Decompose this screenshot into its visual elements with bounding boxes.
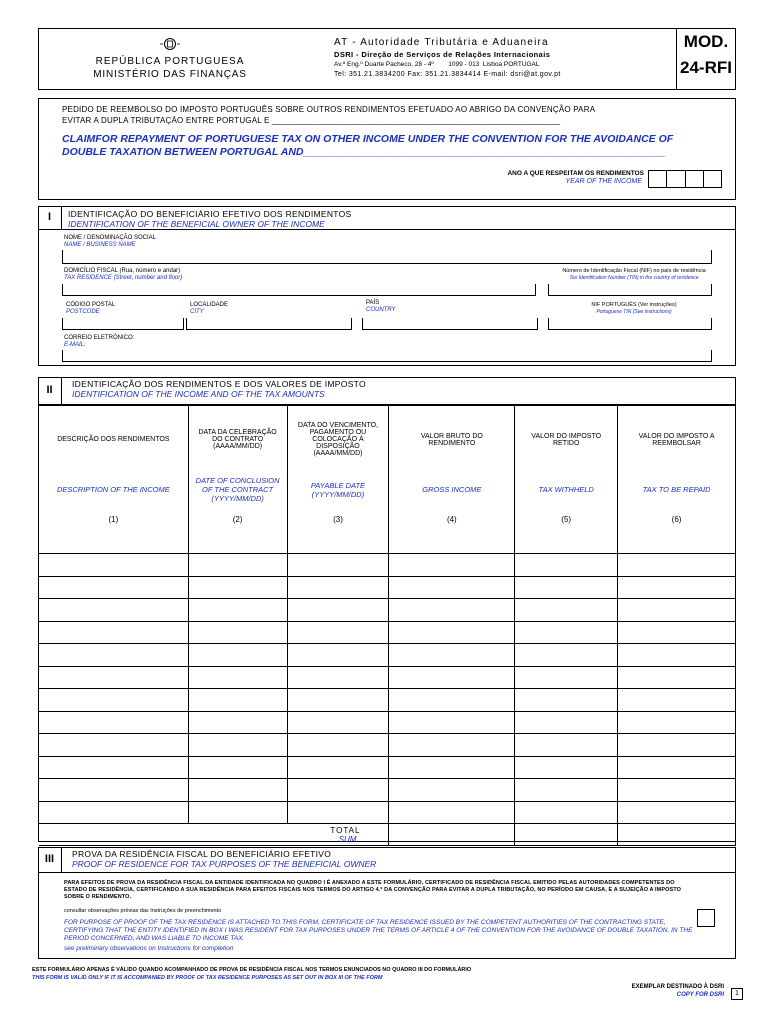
table-row[interactable]	[39, 554, 736, 577]
ministry-label: MINISTÉRIO DAS FINANÇAS	[93, 69, 247, 80]
col6-num: (6)	[671, 514, 682, 524]
coat-of-arms-emblem	[158, 36, 182, 52]
section-1-title-en: IDENTIFICATION OF THE BENEFICIAL OWNER OF THE INCOME	[68, 219, 325, 229]
total-label-cell	[39, 824, 389, 846]
total-tax-withheld[interactable]	[515, 824, 618, 846]
model-number-line1: MOD.	[683, 32, 729, 51]
section-2-title-en: IDENTIFICATION OF THE INCOME AND OF THE TAX AMOUNTS	[72, 389, 325, 399]
col-header-tax-withheld	[515, 406, 618, 554]
email-input[interactable]	[62, 350, 712, 362]
postcode-input[interactable]	[62, 318, 184, 330]
col4-num: (4)	[446, 514, 457, 524]
section-3-title-pt: PROVA DA RESIDÊNCIA FISCAL DO BENEFICIÁRIO EFETIVO	[72, 849, 332, 859]
emblem-icon	[158, 36, 182, 52]
residence-label-en: TAX RESIDENCE (Street, number and floor)	[64, 275, 183, 281]
col2-en: DATE OF CONCLUSION OF THE CONTRACT (YYYY/MM/DD)	[195, 476, 280, 503]
col3-num: (3)	[333, 514, 343, 524]
city-input[interactable]	[186, 318, 352, 330]
year-label-pt: ANO A QUE RESPEITAM OS RENDIMENTOS	[507, 170, 644, 177]
tin-input[interactable]	[548, 284, 712, 296]
tin-label-pt: Número de Identificação Fiscal (NIF) no país de residência	[562, 268, 706, 274]
col5-pt: VALOR DO IMPOSTO RETIDO	[531, 432, 602, 447]
table-row[interactable]	[39, 779, 736, 802]
title-pt-line1: PEDIDO DE REEMBOLSO DO IMPOSTO PORTUGUÊS SOBRE OUTROS RENDIMENTOS EFETUADO AO ABRIGO DA CONVENÇÃO PARA	[62, 105, 596, 114]
col-header-tax-repaid	[618, 406, 736, 554]
proof-checkbox[interactable]	[697, 909, 715, 927]
nif-label-pt: NIF PORTUGUÊS (Ver instruções)	[591, 302, 677, 308]
proof-note-en: see preliminary observations on Instructions for completion	[64, 945, 234, 952]
proof-text-pt: PARA EFEITOS DE PROVA DA RESIDÊNCIA FISCAL DA ENTIDADE IDENTIFICADA NO QUADRO I É ANEXADO A ESTE FORMULÁRIO, CERTIFICADO DE RESIDÊNCIA FISCAL EMITIDO PELAS AUTORIDADES COMPETENTES DO ESTADO DE RESIDÊNCIA, CERTIFICANDO A SUA RESIDÊNCIA PARA EFEITOS FISCAIS NOS TERMOS DO ARTIGO 4.º DA CONVENÇÃO PARA EVITAR A DUPLA TRIBUTAÇÃO, NO PERÍODO EM CAUSA, E A SUJEIÇÃO A IMPOSTO SOBRE O RENDIMENTO.	[64, 880, 681, 900]
email-label-en: E-MAIL:	[64, 342, 86, 348]
footer-valid-pt: ESTE FORMULÁRIO APENAS É VÁLIDO QUANDO ACOMPANHADO DE PROVA DE RESIDÊNCIA FISCAL NOS TERMOS ENUNCIADOS NO QUADRO III DO FORMULÁRIO	[32, 967, 472, 973]
col-header-description	[39, 406, 189, 554]
name-label-pt: NOME / DENOMINAÇÃO SOCIAL	[64, 235, 157, 241]
col2-num: (2)	[232, 514, 243, 524]
republic-label: REPÚBLICA PORTUGUESA	[95, 56, 245, 67]
col2-pt: DATA DA CELEBRAÇÃO DO CONTRATO (AAAA/MM/DD)	[198, 429, 277, 450]
table-row[interactable]	[39, 756, 736, 779]
table-row[interactable]	[39, 599, 736, 622]
email-label-pt: CORREIO ELETRÓNICO:	[64, 335, 135, 341]
col3-pt: DATA DO VENCIMENTO, PAGAMENTO OU COLOCAÇÃO À DISPOSIÇÃO (AAAA/MM/DD)	[297, 422, 379, 457]
table-row[interactable]	[39, 644, 736, 667]
city-label-en: CITY	[190, 309, 204, 315]
footer-valid-en: THIS FORM IS VALID ONLY IF IT IS ACCOMPANIED BY PROOF OF TAX RESIDENCE PURPOSES AS SET OUT IN BOX III OF THE FORM	[32, 975, 383, 981]
total-tax-repaid[interactable]	[618, 824, 736, 846]
section-1-title-pt: IDENTIFICAÇÃO DO BENEFICIÁRIO EFETIVO DOS RENDIMENTOS	[68, 209, 352, 219]
model-number-line2: 24-RFI	[680, 58, 732, 77]
postcode-label-pt: CÓDIGO POSTAL	[66, 302, 116, 308]
section-2-number: II	[38, 377, 62, 405]
page-number: 1	[731, 988, 743, 1000]
country-input[interactable]	[362, 318, 538, 330]
col5-en: TAX WITHHELD	[538, 485, 594, 494]
section-3-title-en: PROOF OF RESIDENCE FOR TAX PURPOSES OF THE BENEFICIAL OWNER	[72, 859, 377, 869]
year-input[interactable]	[648, 170, 722, 188]
nif-label-en: Portuguese TIN (See instructions)	[596, 309, 672, 315]
col1-num: (1)	[108, 514, 119, 524]
section-2-title-pt: IDENTIFICAÇÃO DOS RENDIMENTOS E DOS VALORES DE IMPOSTO	[72, 379, 366, 389]
proof-text-en: FOR PURPOSE OF PROOF OF THE TAX RESIDENCE IS ATTACHED TO THIS FORM, CERTIFICATE OF TAX RESIDENCE ISSUED BY THE COMPETENT AUTHORITIES OF THE CONTRACTING STATE, CERTIFYING THAT THE ENTITY IDENTIFIED IN BOX I WAS RESIDENT FOR TAX PURPOSES UNDER THE TERMS OF ARTICLE 4 OF THE CONVENTION FOR THE AVOIDANCE OF DOUBLE TAXATION, IN THE PERIOD CONCERNED, AND WAS LIABLE TO INCOME TAX.	[64, 919, 693, 942]
name-input[interactable]	[62, 250, 712, 264]
footer-copy-pt: EXEMPLAR DESTINADO À DSRI	[631, 984, 724, 990]
col1-pt: DESCRIÇÃO DOS RENDIMENTOS	[57, 436, 170, 443]
title-pt-line2: EVITAR A DUPLA TRIBUTAÇÃO ENTRE PORTUGAL E ______________________________________________________________	[62, 116, 561, 125]
col-header-contract-date	[188, 406, 287, 554]
name-label-en: NAME / BUSINESS NAME	[64, 242, 136, 248]
contacts-label: Tel: 351.21.3834200 Fax: 351.21.3834414 E-mail: dsri@at.gov.pt	[334, 71, 561, 78]
col-header-gross-income	[389, 406, 515, 554]
year-label-en: YEAR OF THE INCOME	[565, 178, 642, 185]
table-row[interactable]	[39, 621, 736, 644]
col-header-payable-date	[287, 406, 389, 554]
col4-pt: VALOR BRUTO DO RENDIMENTO	[420, 432, 483, 447]
total-label-pt: TOTAL	[330, 825, 361, 835]
table-row[interactable]	[39, 711, 736, 734]
footer-copy-en: COPY FOR DSRI	[676, 992, 724, 998]
country-label-pt: PAÍS	[366, 300, 380, 306]
section-1-number: I	[38, 206, 62, 230]
col3-en: PAYABLE DATE (YYYY/MM/DD)	[310, 480, 366, 499]
col1-en: DESCRIPTION OF THE INCOME	[56, 485, 170, 494]
col6-en: TAX TO BE REPAID	[642, 485, 711, 494]
tin-label-en: Tax Identification Number (TIN) in the country of residence	[569, 275, 699, 281]
postcode-label-en: POSTCODE	[66, 309, 100, 315]
city-label-pt: LOCALIDADE	[190, 302, 229, 308]
total-row	[39, 824, 736, 846]
country-label-en: COUNTRY	[366, 307, 396, 313]
total-label-en: SUM	[338, 834, 357, 844]
residence-input[interactable]	[62, 284, 536, 296]
table-row[interactable]	[39, 576, 736, 599]
table-row[interactable]	[39, 801, 736, 824]
dsri-label: DSRI - Direção de Serviços de Relações Internacionais	[334, 50, 551, 59]
table-row[interactable]	[39, 666, 736, 689]
col6-pt: VALOR DO IMPOSTO A REEMBOLSAR	[638, 432, 715, 447]
at-title: AT - Autoridade Tributária e Aduaneira	[334, 37, 549, 48]
table-row[interactable]	[39, 689, 736, 712]
proof-note-pt: consultar observações prévias das Instruções de preenchimento	[64, 908, 222, 914]
income-table	[38, 405, 736, 846]
total-gross-income[interactable]	[389, 824, 515, 846]
income-table-header-row	[39, 406, 736, 554]
section-3-number: III	[38, 847, 62, 873]
title-en-line2: DOUBLE TAXATION BETWEEN PORTUGAL AND______________________________________________________________	[62, 146, 666, 158]
col5-num: (5)	[561, 514, 572, 524]
col4-en: GROSS INCOME	[422, 485, 482, 494]
address-label: Av.ª Eng.º Duarte Pacheco, 28 - 4º 1099 - 013 Lisboa PORTUGAL	[334, 61, 540, 68]
table-row[interactable]	[39, 734, 736, 757]
nif-input[interactable]	[548, 318, 712, 330]
title-en-line1: CLAIMFOR REPAYMENT OF PORTUGUESE TAX ON OTHER INCOME UNDER THE CONVENTION FOR THE AVOIDANCE OF	[62, 133, 674, 145]
residence-label-pt: DOMICÍLIO FISCAL (Rua, número e andar)	[64, 268, 181, 274]
